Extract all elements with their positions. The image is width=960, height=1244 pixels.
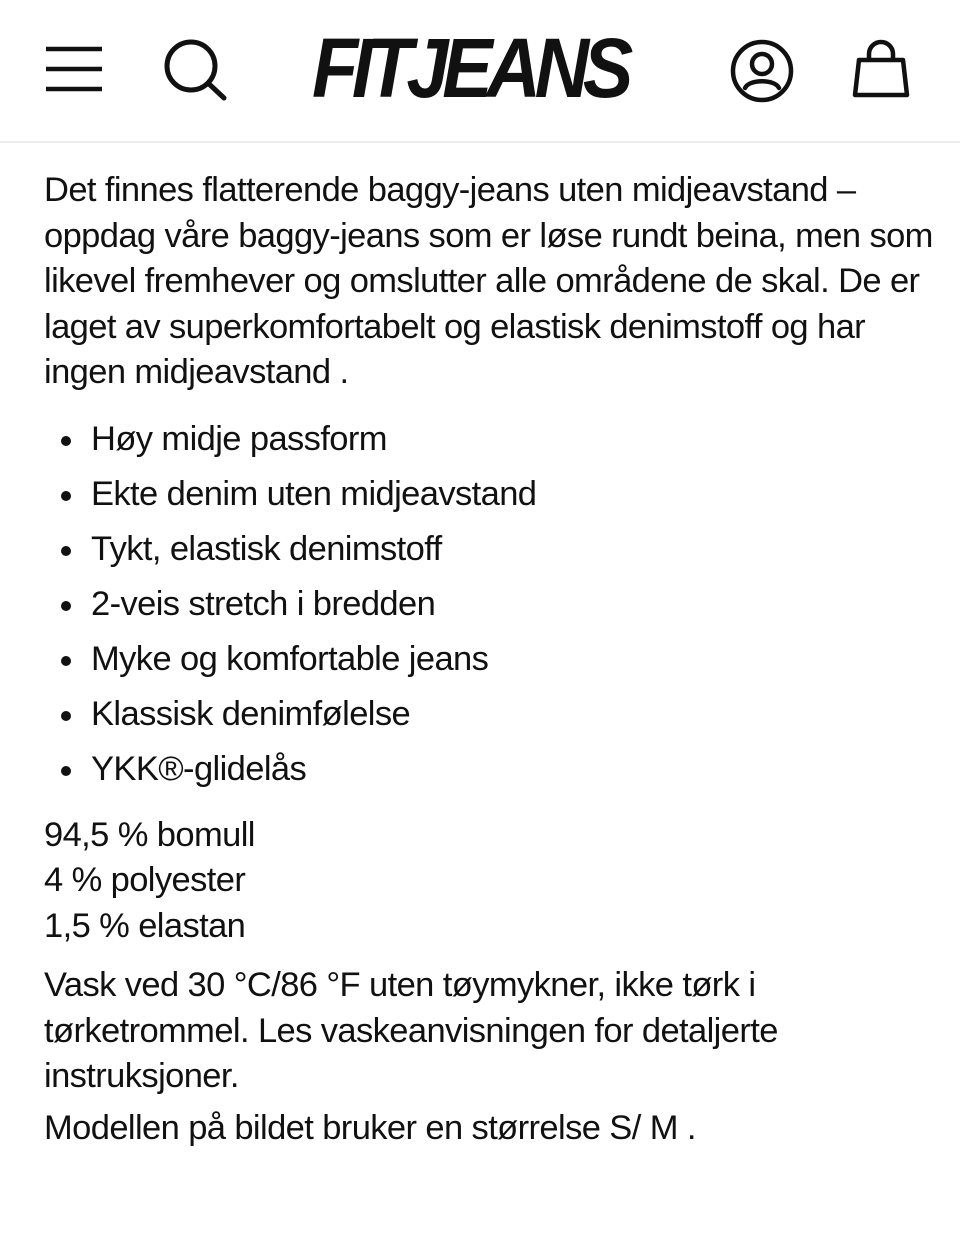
description-intro: Det finnes flatterende baggy-jeans uten midjeavstand – oppdag våre baggy-jeans som er løse rundt beina, men som likevel fremhever og omslutter alle områdene de skal. De er laget av superkomfortabelt og elastisk denimstoff og har ingen midjeavstand .: [44, 171, 933, 391]
material-composition: [44, 813, 934, 950]
search-icon[interactable]: [162, 38, 228, 102]
feature-item: 2-veis stretch i bredden: [44, 577, 934, 632]
account-icon[interactable]: [729, 38, 795, 104]
feature-item: Høy midje passform: [44, 412, 934, 467]
material-line: 4 % polyester: [44, 861, 246, 899]
feature-item: Klassisk denimfølelse: [44, 687, 934, 742]
menu-icon[interactable]: [44, 45, 104, 93]
feature-item: YKK®-glidelås: [44, 742, 934, 797]
site-header: [0, 0, 960, 143]
bag-icon[interactable]: [850, 38, 912, 100]
feature-item: Ekte denim uten midjeavstand: [44, 467, 934, 522]
model-size-note: Modellen på bildet bruker en størrelse S/ M .: [44, 1108, 696, 1147]
brand-logo[interactable]: FITJEANS: [312, 21, 628, 115]
care-instructions: Vask ved 30 °C/86 °F uten tøymykner, ikke tørk i tørketrommel. Les vaskeanvisningen for detaljerte instruksjoner.: [44, 966, 778, 1095]
feature-list: [44, 412, 934, 797]
material-line: 94,5 % bomull: [44, 815, 255, 854]
product-description: [44, 168, 934, 1151]
feature-item: Myke og komfortable jeans: [44, 632, 934, 687]
feature-item: Tykt, elastisk denimstoff: [44, 522, 934, 577]
material-line: 1,5 % elastan: [44, 906, 246, 945]
